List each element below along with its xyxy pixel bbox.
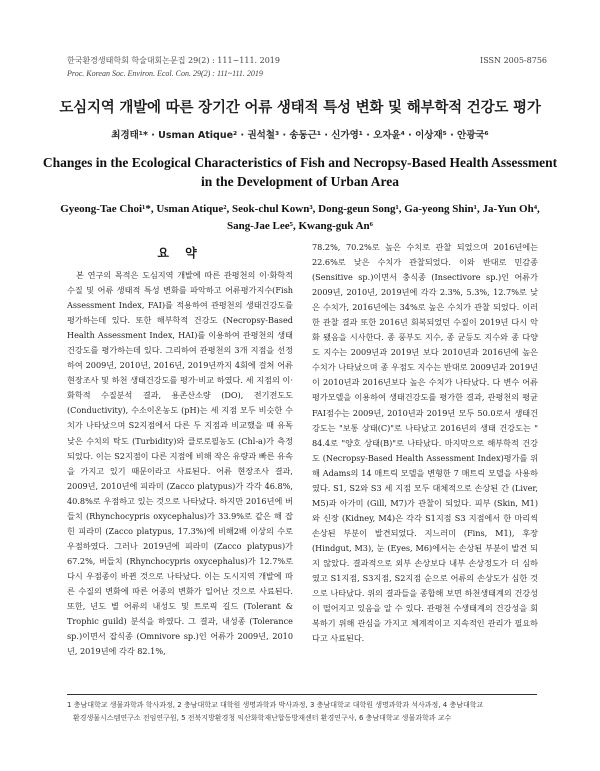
authors-english-line-1: Gyeong-Tae Choi¹*, Usman Atique², Seok-chul Kown³, Dong-geun Song¹, Ga-yeong Shin¹, Ja-Yun Oh⁴, xyxy=(60,203,540,215)
abstract-heading: 요 약 xyxy=(157,246,203,260)
footnotes xyxy=(67,699,539,724)
authors-korean: 최경태¹* · Usman Atique² · 권석철³ · 송동근¹ · 신가영¹ · 오자윤⁴ · 이상재⁵ · 안광국⁶ xyxy=(111,130,489,141)
journal-header xyxy=(67,54,547,80)
paper-title-english: Changes in the Ecological Characteristics of Fish and Necropsy-Based Health Assessment in the Development of Urban Area xyxy=(42,155,558,189)
footnote-divider xyxy=(67,694,537,695)
paper-title-korean: 도심지역 개발에 따른 장기간 어류 생태적 특성 변화 및 해부학적 건강도 평가 xyxy=(59,100,541,116)
issn: ISSN 2005-8756 xyxy=(480,56,547,65)
journal-citation-en: Proc. Korean Soc. Environ. Ecol. Con. 29(2) : 111~111. 2019 xyxy=(67,69,263,78)
authors-english-line-2: Sang-Jae Lee⁵, Kwang-guk An⁶ xyxy=(227,220,373,232)
footnote-affiliations-2: 환경생물시스템연구소 전임연구원, 5 전북지방환경청 익산화학재난합동방재센터 환경연구사, 6 충남대학교 생물과학과 교수 xyxy=(73,713,452,722)
authors-english xyxy=(50,201,550,235)
footnote-affiliations-1: 1 충남대학교 생물과학과 학사과정, 2 충남대학교 대학원 생명과학과 박사과정, 3 충남대학교 대학원 생명과학과 석사과정, 4 충남대학교 xyxy=(67,701,484,709)
abstract-column-right: 78.2%, 70.2%로 높은 수치로 관찰 되었으며 2016년에는 22.6%로 낮은 수치가 관찰되었다. 이와 반대로 민감종 (Sensitive sp.)이면서 충식종 (Insectivore sp.)인 어류가 2009년, 2010년, 2019년에 각각 2.3%, 5.3%, 12.7%로 낮은 수치가, 2016년에는 34%로 높은 수치가 관찰 되었다. 이러한 관찰 결과 또한 2016년 회복되었던 수질이 2019년 다시 악화 됐음을 시사한다. 종 풍부도 지수, 종 균등도 지수와 종 다양도 지수는 2009년과 2019년 보다 2010년과 2016년에 높은 수치가 나타났으며 종 우점도 지수는 반대로 2009년과 2019년이 2010년과 2016년보다 높은 수치가 나타났다. 다 변수 어류 평가모델을 이용하여 생태건강도를 평가한 결과, 관평천의 평균 FAI점수는 2009년, 2010년과 2019년 모두 50.0로서 생태건강도는 "보통 상태(C)"로 나타났고 2016년의 생태 건강도는 " 84.4로 "양호 상태(B)"로 나타났다. 마지막으로 해부학적 건강도 (Necropsy-Based Health Assessment Index)평가를 위해 Adams의 14 매트릭 모델을 변형한 7 매트릭 모델을 사용하였다. S1, S2와 S3 세 지점 모두 대체적으로 손상된 간 (Liver, M5)과 아가미 (Gill, M7)가 관찰이 되었다. 피부 (Skin, M1)와 신장 (Kidney, M4)은 각각 S1지점 S3 지점에서 한 마리씩 손상된 부분이 발견되었다. 지느러미 (Fins, M1), 후장 (Hindgut, M3), 눈 (Eyes, M6)에서는 손상된 부분이 발견 되지 않았다. 결과적으로 외부 손상보다 내부 손상정도가 더 심하였고 S1지점, S3지점, S2지점 순으로 어류의 손상도가 심한 것으로 나타났다. 위의 결과들을 종합해 보면 하천생태계의 건강성이 떨어지고 있음을 알 수 있다. 관평천 수생태계의 건강성을 회복하기 위해 관심을 가지고 체계적이고 지속적인 관리가 필요하다고 사료된다. xyxy=(312,242,538,644)
abstract-column-left: 본 연구의 목적은 도심지역 개발에 따른 관평천의 이·화학적 수질 및 어류 생태적 특성 변화를 파악하고 어류평가지수(Fish Assessment Index, FAI)를 적용하여 관평천의 생태건강도를 평가하는데 있다. 또한 해부학적 건강도 (Necropsy-Based Health Assessment Index, HAI)를 이용하여 관평천의 생태건강도를 평가하는데 있다. 그리하여 관평천의 3개 지점을 선정하여 2009년, 2010년, 2016년, 2019년까지 4회에 걸쳐 어류현장조사 및 하천 생태건강도를 평가·비교 하였다. 세 지점의 이·화학적 수질분석 결과, 용존산소량 (DO), 전기전도도 (Conductivity), 수소이온농도 (pH)는 세 지점 모두 비슷한 수치가 나타났으며 S2지점에서 다른 두 지점과 비교했을 때 유독 낮은 수치의 탁도 (Turbidity)와 클로로필농도 (Chl-a)가 측정되었다. 이는 S2지점이 다른 지점에 비해 작은 유량과 빠른 유속을 가지고 있기 때문이라고 사료된다. 어류 현장조사 결과, 2009년, 2010년에 피라미 (Zacco platypus)가 각각 46.8%, 40.8%로 우점하고 있는 것으로 나타났다. 하지만 2016년에 버들치 (Rhynchocypris oxycephalus)가 33.9%로 같은 해 잡힌 피라미 (Zacco platypus, 17.3%)에 비해2배 이상의 수로 우점하였다. 그러나 2019년에 피라미 (Zacco platypus)가 67.2%, 버들치 (Rhynchocypris oxycephalus)가 12.7%로 다시 우점종이 바뀐 것으로 나타났다. 이는 도시지역 개발에 따른 수질의 변화에 따른 어종의 변화가 일어난 것으로 사료된다. 또한, 년도 별 어류의 내성도 및 트로픽 길드 (Tolerant & Trophic guild) 분석을 하였다. 그 결과, 내성종 (Tolerance sp.)이면서 잡식종 (Omnivore sp.)인 어류가 2009년, 2010년, 2019년에 각각 82.1%, xyxy=(67,270,293,657)
journal-citation-ko: 한국환경생태학회 학술대회논문집 29(2) : 111~111. 2019 xyxy=(67,56,280,65)
